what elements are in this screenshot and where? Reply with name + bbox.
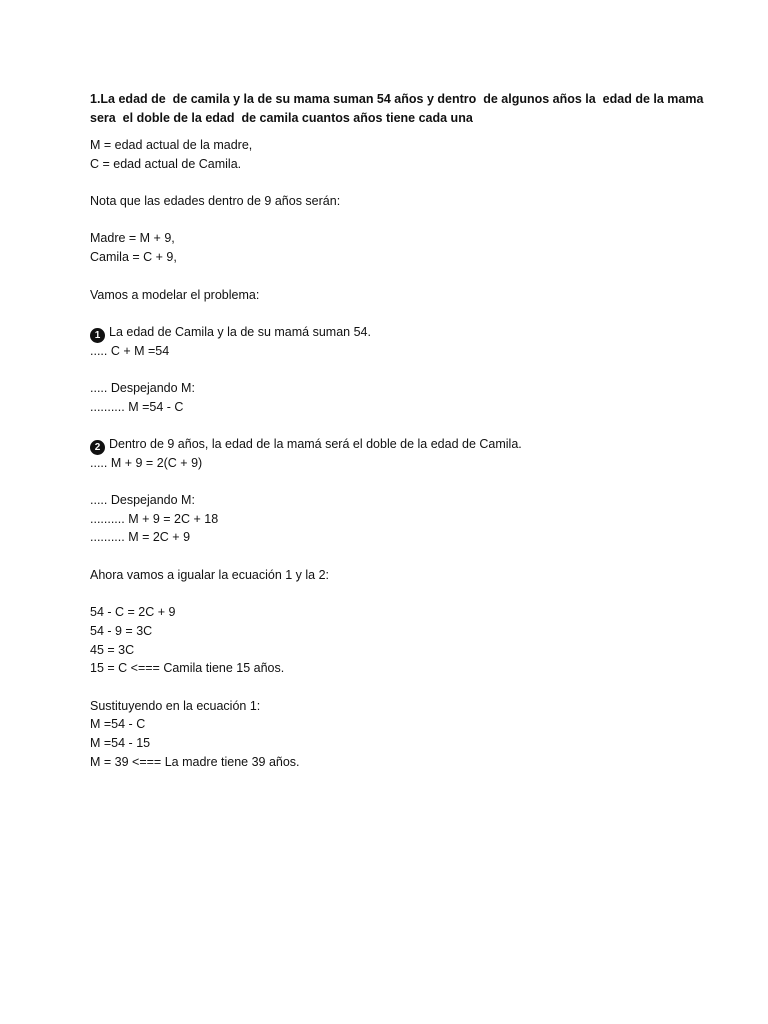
step2-cleared-1: .......... M + 9 = 2C + 18 <box>90 511 219 526</box>
step1-statement: La edad de Camila y la de su mamá suman 54. <box>109 324 371 339</box>
definition-m: M = edad actual de la madre, <box>90 138 253 152</box>
step2-clear-label: ..... Despejando M: <box>90 493 195 508</box>
future-age-camila: Camila = C + 9, <box>90 250 177 265</box>
solve-m-line: M =54 - 15 <box>90 736 151 750</box>
step1-clear-label: ..... Despejando M: <box>90 380 195 395</box>
substitute-intro: Sustituyendo en la ecuación 1: <box>90 698 261 713</box>
spacer <box>90 128 710 136</box>
model-intro: Vamos a modelar el problema: <box>90 287 260 302</box>
step1-number-icon: 1 <box>90 328 105 343</box>
step2-cleared-2: .......... M = 2C + 9 <box>90 530 191 545</box>
note-text: Nota que las edades dentro de 9 años serán: <box>90 194 341 209</box>
step1-statement-line <box>90 323 710 342</box>
step1-equation: ..... C + M =54 <box>90 343 170 358</box>
solve-c-line: 54 - 9 = 3C <box>90 623 153 638</box>
blank-line <box>90 304 710 323</box>
step2-equation: ..... M + 9 = 2(C + 9) <box>90 455 203 470</box>
blank-line <box>90 173 710 192</box>
document-page <box>90 90 710 771</box>
solve-c-line: 54 - C = 2C + 9 <box>90 605 176 620</box>
blank-line <box>90 360 710 379</box>
equate-intro: Ahora vamos a igualar la ecuación 1 y la 2: <box>90 567 330 582</box>
blank-line <box>90 678 710 697</box>
solve-m-result: M = 39 <=== La madre tiene 39 años. <box>90 754 300 769</box>
step2-statement: Dentro de 9 años, la edad de la mamá será el doble de la edad de Camila. <box>109 437 522 451</box>
blank-line <box>90 267 710 286</box>
step1-cleared: .......... M =54 - C <box>90 399 184 414</box>
step2-statement-line <box>90 435 710 454</box>
problem-title-line-1: 1.La edad de de camila y la de su mama suman 54 años y dentro de algunos años la edad de la mama <box>90 92 704 106</box>
solve-c-line: 45 = 3C <box>90 642 135 657</box>
problem-title-line-2: sera el doble de la edad de camila cuantos años tiene cada una <box>90 111 473 125</box>
step2-number-icon: 2 <box>90 440 105 455</box>
blank-line <box>90 416 710 435</box>
future-age-madre: Madre = M + 9, <box>90 231 175 246</box>
blank-line <box>90 211 710 230</box>
blank-line <box>90 547 710 566</box>
blank-line <box>90 585 710 604</box>
blank-line <box>90 472 710 491</box>
solve-c-result: 15 = C <=== Camila tiene 15 años. <box>90 661 285 676</box>
definition-c: C = edad actual de Camila. <box>90 156 242 171</box>
solve-m-line: M =54 - C <box>90 717 146 732</box>
